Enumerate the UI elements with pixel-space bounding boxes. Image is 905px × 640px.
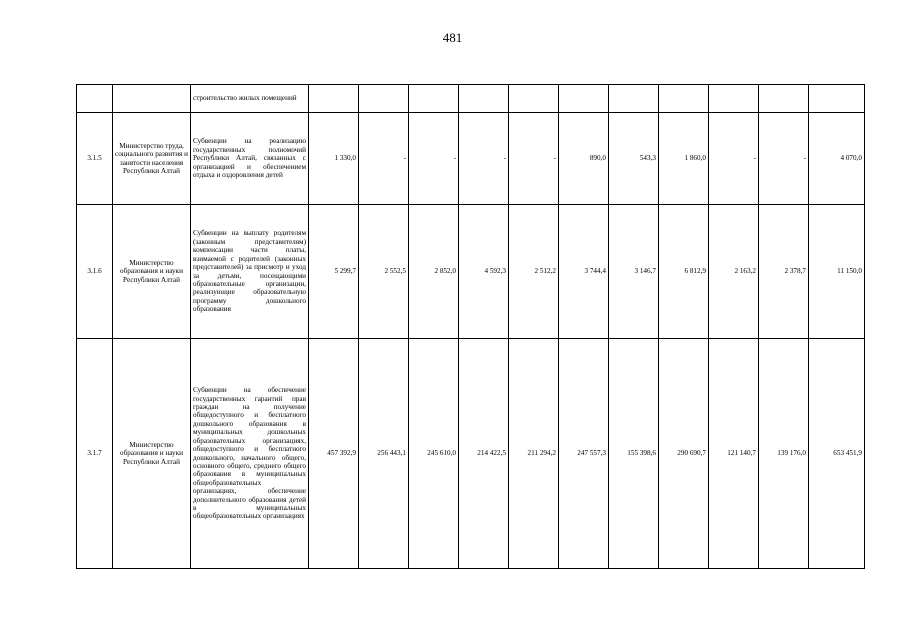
- row-code: 3.1.6: [77, 205, 113, 339]
- row-value: 245 610,0: [409, 339, 459, 569]
- row-value: 214 422,5: [459, 339, 509, 569]
- row-value: -: [759, 113, 809, 205]
- row-value: [759, 85, 809, 113]
- row-value: [409, 85, 459, 113]
- row-value: 1 330,0: [309, 113, 359, 205]
- row-description: Субвенции на реализацию государственных полномочий Республики Алтай, связанных с организацией и обеспечением отдыха и оздоровления детей: [191, 113, 309, 205]
- budget-table: [76, 84, 865, 569]
- row-value: 139 176,0: [759, 339, 809, 569]
- table-row: [77, 339, 865, 569]
- row-code: [77, 85, 113, 113]
- row-code: 3.1.5: [77, 113, 113, 205]
- page-number: 481: [442, 30, 463, 45]
- row-owner: [113, 85, 191, 113]
- row-value: [709, 85, 759, 113]
- row-value: -: [709, 113, 759, 205]
- row-value: 256 443,1: [359, 339, 409, 569]
- row-owner: Министерство образования и науки Республики Алтай: [113, 205, 191, 339]
- row-value: 11 150,0: [809, 205, 865, 339]
- row-value: 2 378,7: [759, 205, 809, 339]
- row-description: Субвенции на обеспечение государственных гарантий прав граждан на получение общедоступного и бесплатного дошкольного образования в муниципальных дошкольных образовательных организациях, общедоступного и бесплатного дошкольного, начального общего, основного общего, среднего общего образования в муниципальных общеобразовательных организациях, обеспечение дополнительного образования детей в муниципальных общеобразовательных организациях: [191, 339, 309, 569]
- row-value: 653 451,9: [809, 339, 865, 569]
- row-value: 211 294,2: [509, 339, 559, 569]
- row-value: 2 163,2: [709, 205, 759, 339]
- row-value: 155 398,6: [609, 339, 659, 569]
- row-description: Субвенции на выплату родителям (законным представителям) компенсации части платы, взимаемой с родителей (законных представителей) за присмотр и уход за детьми, посещающими образовательные организации, реализующие образовательную программу дошкольного образования: [191, 205, 309, 339]
- row-value: 2 512,2: [509, 205, 559, 339]
- row-value: 1 860,0: [659, 113, 709, 205]
- row-value: -: [359, 113, 409, 205]
- row-value: 890,0: [559, 113, 609, 205]
- row-value: 290 690,7: [659, 339, 709, 569]
- row-owner: Министерство труда, социального развития и занятости населения Республики Алтай: [113, 113, 191, 205]
- row-value: [309, 85, 359, 113]
- row-description: строительство жилых помещений: [191, 85, 309, 113]
- row-value: 6 812,9: [659, 205, 709, 339]
- row-value: [659, 85, 709, 113]
- row-value: 121 140,7: [709, 339, 759, 569]
- row-value: 247 557,3: [559, 339, 609, 569]
- table-row: [77, 85, 865, 113]
- row-value: [509, 85, 559, 113]
- row-value: 457 392,9: [309, 339, 359, 569]
- row-value: 543,3: [609, 113, 659, 205]
- table-row: [77, 205, 865, 339]
- row-value: 3 146,7: [609, 205, 659, 339]
- row-value: 4 070,0: [809, 113, 865, 205]
- row-value: [559, 85, 609, 113]
- row-value: -: [459, 113, 509, 205]
- table-row: [77, 113, 865, 205]
- row-value: 5 299,7: [309, 205, 359, 339]
- row-value: 3 744,4: [559, 205, 609, 339]
- row-value: 4 592,3: [459, 205, 509, 339]
- row-value: [609, 85, 659, 113]
- row-owner: Министерство образования и науки Республики Алтай: [113, 339, 191, 569]
- row-value: [809, 85, 865, 113]
- row-value: [459, 85, 509, 113]
- row-value: 2 852,0: [409, 205, 459, 339]
- row-value: -: [409, 113, 459, 205]
- row-value: 2 552,5: [359, 205, 409, 339]
- row-value: [359, 85, 409, 113]
- row-value: -: [509, 113, 559, 205]
- row-code: 3.1.7: [77, 339, 113, 569]
